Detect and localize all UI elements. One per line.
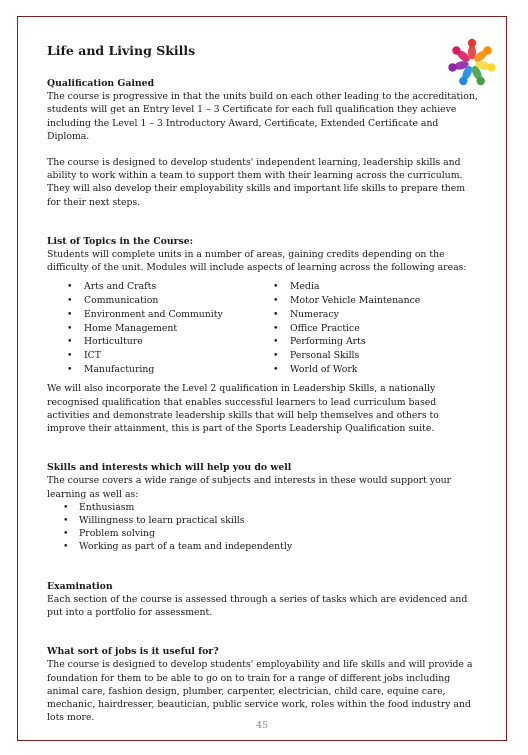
jobs-heading: What sort of jobs is it useful for? [47, 646, 219, 658]
topics-intro: Students will complete units in a number of areas, gaining credits depending on the difficulty of the unit. Modules will include aspects of learning across the following areas: [47, 249, 467, 274]
list-item: • Environment and Community [67, 308, 273, 322]
list-item: • Personal Skills [273, 349, 420, 363]
list-item: • Arts and Crafts [67, 280, 273, 294]
page-number: 45 [255, 720, 269, 731]
topics-list [47, 280, 479, 376]
topics-right-column [273, 280, 420, 376]
jobs-text: The course is designed to develop students' employability and life skills and will provide a foundation for them to be able to go on to train for a range of different jobs including animal care, fashion design, plumber, carpenter, electrician, child care, equine care, mechanic, hairdresser, beautician, public service work, roles within the food industry and lots more. [47, 659, 473, 724]
list-item: • Performing Arts [273, 335, 420, 349]
list-item: • Media [273, 280, 420, 294]
list-item: • Office Practice [273, 322, 420, 336]
qualification-paragraph-1: The course is progressive in that the units build on each other leading to the accreditation, students will get an Entry level 1 – 3 Certificate for each full qualification they achieve including the Level 1 – 3 Introductory Award, Certificate, Extended Certificate and Diploma. [47, 91, 478, 142]
list-item: • Communication [67, 294, 273, 308]
topics-left-column [67, 280, 273, 376]
list-item: • Horticulture [67, 335, 273, 349]
list-item: • ICT [67, 349, 273, 363]
skills-intro: The course covers a wide range of subjects and interests in these would support your learning as well as: [47, 475, 452, 500]
list-item: • World of Work [273, 363, 420, 377]
list-item: • Home Management [67, 322, 273, 336]
page-content [47, 43, 479, 724]
list-item: • Willingness to learn practical skills [63, 514, 479, 527]
list-item: • Manufacturing [67, 363, 273, 377]
list-item: • Motor Vehicle Maintenance [273, 294, 420, 308]
list-item: • Problem solving [63, 527, 479, 540]
topics-heading: List of Topics in the Course: [47, 235, 194, 247]
examination-heading: Examination [47, 580, 113, 592]
page-title: Life and Living Skills [47, 43, 196, 58]
qualification-heading: Qualification Gained [47, 78, 155, 89]
skills-list [63, 501, 479, 554]
qualification-paragraph-2: The course is designed to develop students' independent learning, leadership skills and ability to work within a team to support them with their learning across the curriculum. They will also develop their employability skills and important life skills to prepare them for their next steps. [47, 157, 466, 208]
page-frame [17, 16, 507, 741]
list-item: • Numeracy [273, 308, 420, 322]
examination-text: Each section of the course is assessed through a series of tasks which are evidenced and put into a portfolio for assessment. [47, 593, 468, 618]
skills-heading: Skills and interests which will help you do well [47, 462, 292, 474]
list-item: • Working as part of a team and independently [63, 540, 479, 553]
list-item: • Enthusiasm [63, 501, 479, 514]
topics-outro: We will also incorporate the Level 2 qualification in Leadership Skills, a nationally recognised qualification that enables successful learners to lead curriculum based activities and demonstrate leadership skills that will help themselves and others to improve their attainment, this is part of the Sports Leadership Qualification suite. [47, 383, 439, 434]
